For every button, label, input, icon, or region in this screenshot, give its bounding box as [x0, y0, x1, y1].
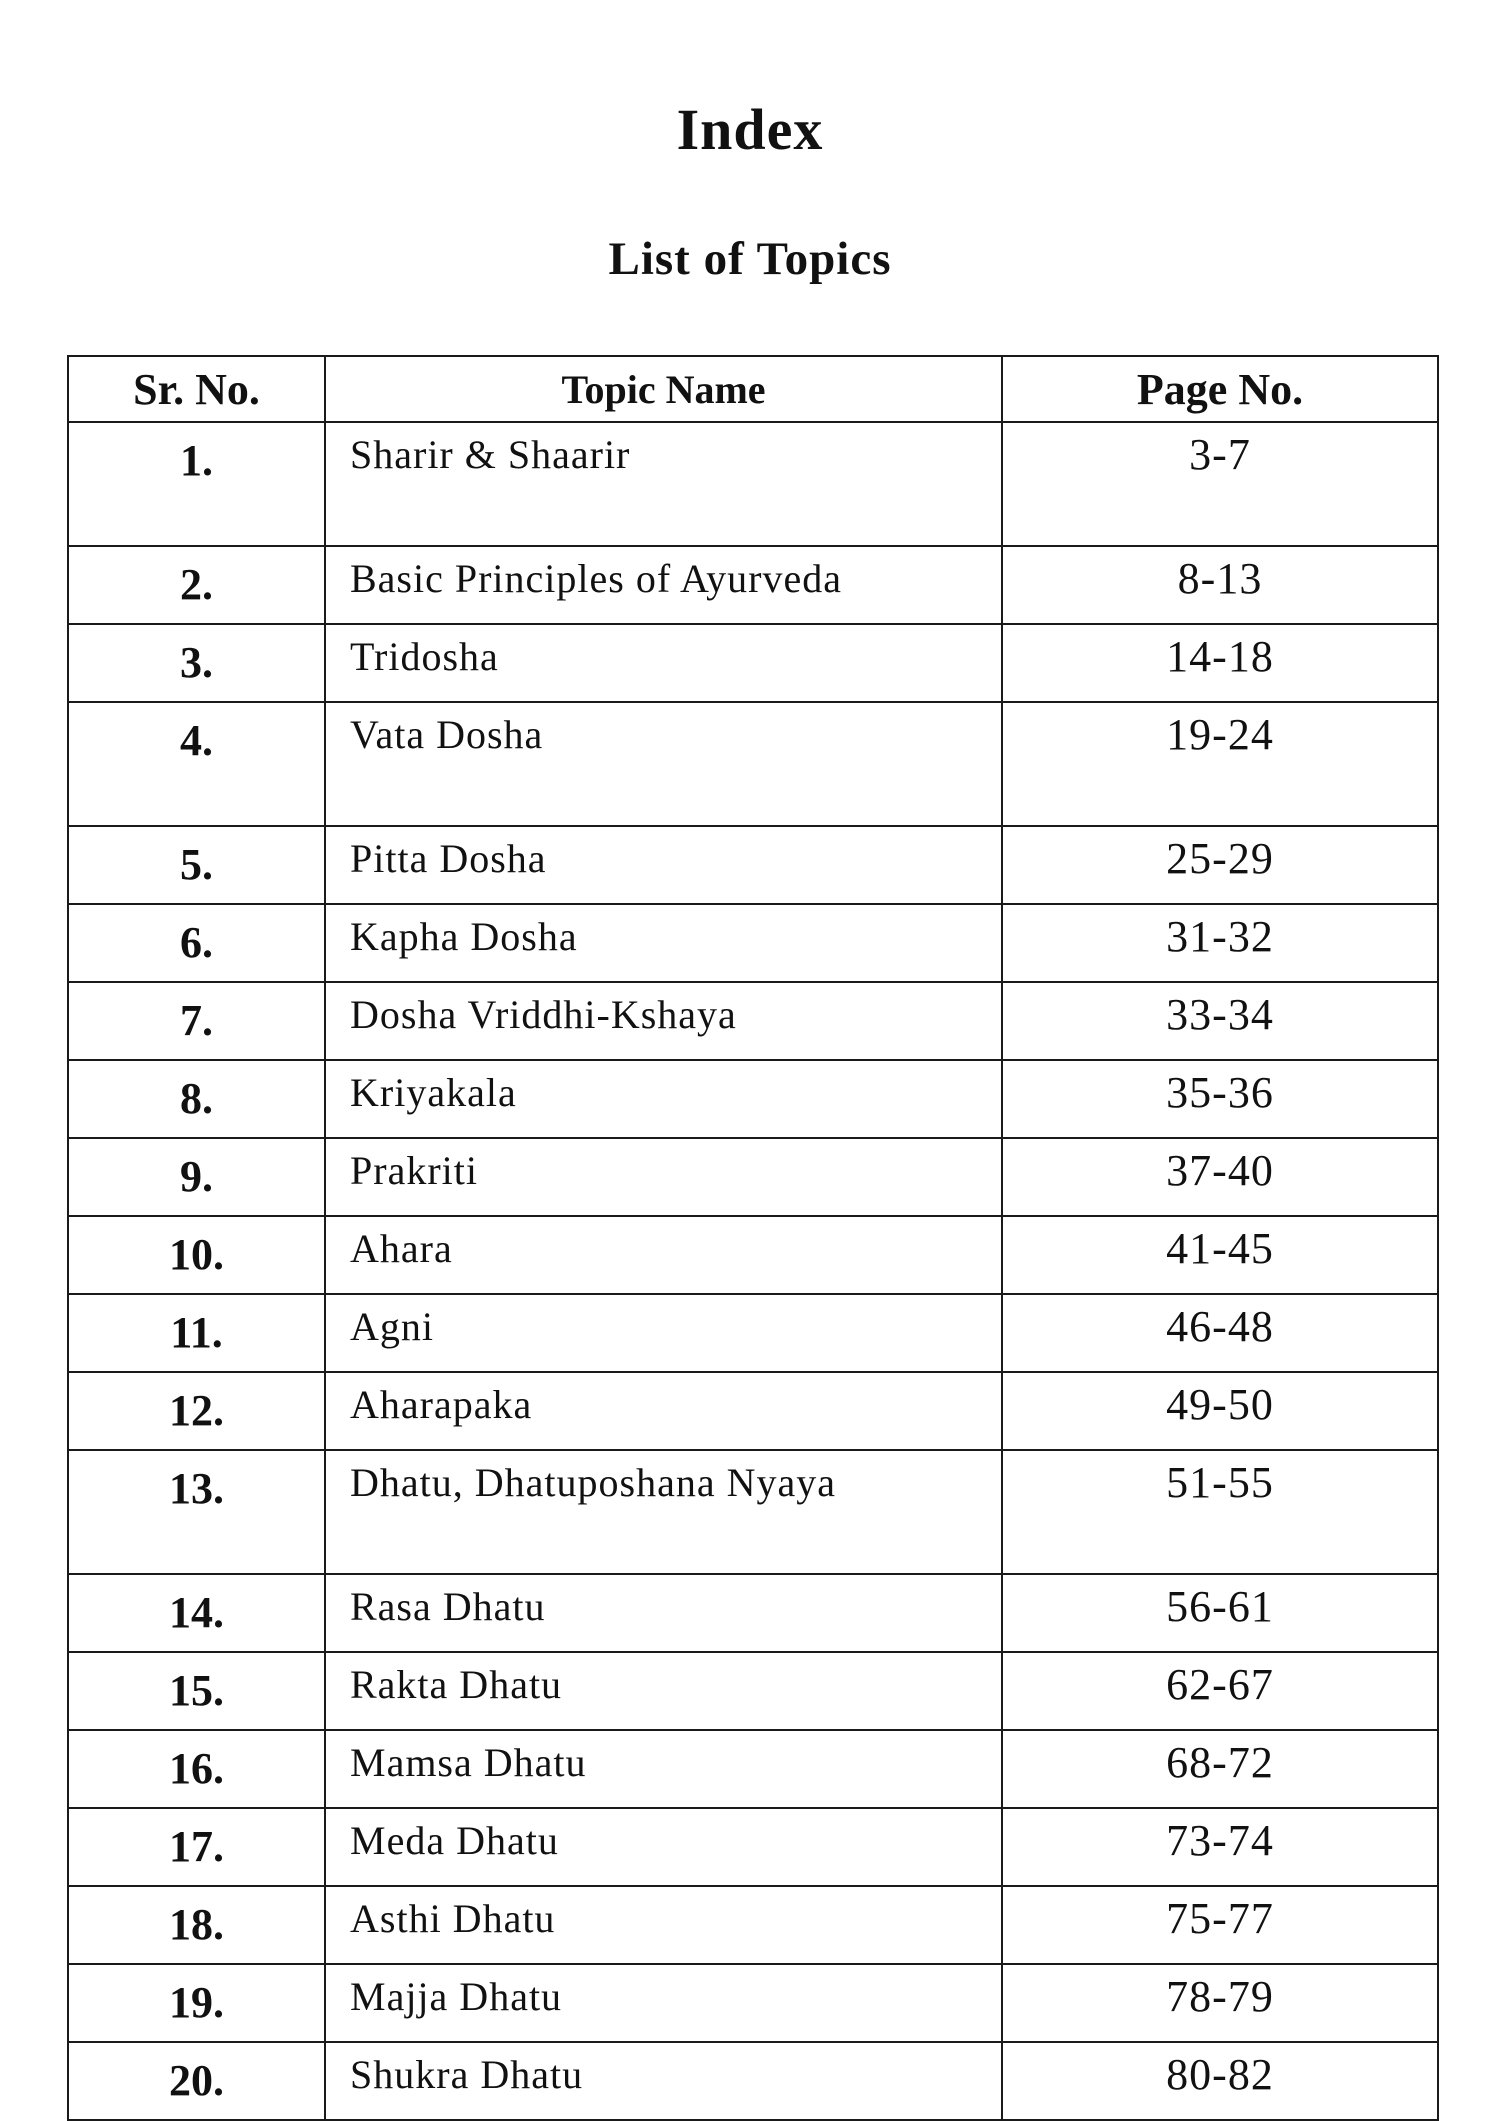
row-topic-name: Rasa Dhatu — [325, 1574, 1002, 1652]
table-row — [68, 1060, 1438, 1138]
row-page-no: 68-72 — [1002, 1730, 1438, 1808]
row-topic-name: Prakriti — [325, 1138, 1002, 1216]
row-page-no: 14-18 — [1002, 624, 1438, 702]
table-row — [68, 1964, 1438, 2042]
table-row — [68, 1886, 1438, 1964]
row-sr-no: 14. — [68, 1574, 325, 1652]
row-sr-no: 19. — [68, 1964, 325, 2042]
row-page-no: 25-29 — [1002, 826, 1438, 904]
row-sr-no: 20. — [68, 2042, 325, 2120]
row-sr-no: 17. — [68, 1808, 325, 1886]
row-page-no: 80-82 — [1002, 2042, 1438, 2120]
row-sr-no: 3. — [68, 624, 325, 702]
row-sr-no: 8. — [68, 1060, 325, 1138]
row-page-no: 37-40 — [1002, 1138, 1438, 1216]
table-row — [68, 982, 1438, 1060]
row-page-no: 51-55 — [1002, 1450, 1438, 1574]
row-topic-name: Agni — [325, 1294, 1002, 1372]
row-page-no: 35-36 — [1002, 1060, 1438, 1138]
row-topic-name: Vata Dosha — [325, 702, 1002, 826]
row-page-no: 49-50 — [1002, 1372, 1438, 1450]
row-topic-name: Basic Principles of Ayurveda — [325, 546, 1002, 624]
row-page-no: 31-32 — [1002, 904, 1438, 982]
table-row — [68, 1450, 1438, 1574]
row-topic-name: Sharir & Shaarir — [325, 422, 1002, 546]
table-header-row — [68, 356, 1438, 422]
row-topic-name: Asthi Dhatu — [325, 1886, 1002, 1964]
row-sr-no: 6. — [68, 904, 325, 982]
table-row — [68, 2042, 1438, 2120]
row-sr-no: 15. — [68, 1652, 325, 1730]
table-row — [68, 1652, 1438, 1730]
table-row — [68, 1138, 1438, 1216]
row-page-no: 73-74 — [1002, 1808, 1438, 1886]
row-page-no: 62-67 — [1002, 1652, 1438, 1730]
row-page-no: 33-34 — [1002, 982, 1438, 1060]
row-sr-no: 9. — [68, 1138, 325, 1216]
row-page-no: 3-7 — [1002, 422, 1438, 546]
table-row — [68, 702, 1438, 826]
row-page-no: 19-24 — [1002, 702, 1438, 826]
row-sr-no: 7. — [68, 982, 325, 1060]
table-row — [68, 904, 1438, 982]
header-sr-no: Sr. No. — [68, 356, 325, 422]
row-topic-name: Aharapaka — [325, 1372, 1002, 1450]
row-sr-no: 1. — [68, 422, 325, 546]
row-topic-name: Shukra Dhatu — [325, 2042, 1002, 2120]
row-topic-name: Meda Dhatu — [325, 1808, 1002, 1886]
table-row — [68, 624, 1438, 702]
table-row — [68, 826, 1438, 904]
row-page-no: 46-48 — [1002, 1294, 1438, 1372]
table-row — [68, 1730, 1438, 1808]
row-sr-no: 4. — [68, 702, 325, 826]
row-topic-name: Dosha Vriddhi-Kshaya — [325, 982, 1002, 1060]
row-sr-no: 18. — [68, 1886, 325, 1964]
row-topic-name: Mamsa Dhatu — [325, 1730, 1002, 1808]
table-row — [68, 1216, 1438, 1294]
page-subtitle: List of Topics — [608, 233, 892, 285]
row-topic-name: Dhatu, Dhatuposhana Nyaya — [325, 1450, 1002, 1574]
table-row — [68, 546, 1438, 624]
row-topic-name: Tridosha — [325, 624, 1002, 702]
table-row — [68, 1372, 1438, 1450]
table-row — [68, 1808, 1438, 1886]
row-sr-no: 2. — [68, 546, 325, 624]
row-sr-no: 13. — [68, 1450, 325, 1574]
row-page-no: 41-45 — [1002, 1216, 1438, 1294]
page-title: Index — [676, 97, 824, 162]
row-topic-name: Kapha Dosha — [325, 904, 1002, 982]
row-sr-no: 11. — [68, 1294, 325, 1372]
topics-table — [67, 355, 1439, 2121]
table-body — [68, 422, 1438, 2120]
row-sr-no: 5. — [68, 826, 325, 904]
row-topic-name: Ahara — [325, 1216, 1002, 1294]
header-page-no: Page No. — [1002, 356, 1438, 422]
row-topic-name: Kriyakala — [325, 1060, 1002, 1138]
table-row — [68, 1574, 1438, 1652]
row-topic-name: Rakta Dhatu — [325, 1652, 1002, 1730]
table-row — [68, 1294, 1438, 1372]
row-page-no: 78-79 — [1002, 1964, 1438, 2042]
row-topic-name: Pitta Dosha — [325, 826, 1002, 904]
table-row — [68, 422, 1438, 546]
header-topic-name: Topic Name — [325, 356, 1002, 422]
row-sr-no: 12. — [68, 1372, 325, 1450]
row-page-no: 56-61 — [1002, 1574, 1438, 1652]
row-page-no: 8-13 — [1002, 546, 1438, 624]
row-topic-name: Majja Dhatu — [325, 1964, 1002, 2042]
row-page-no: 75-77 — [1002, 1886, 1438, 1964]
row-sr-no: 10. — [68, 1216, 325, 1294]
row-sr-no: 16. — [68, 1730, 325, 1808]
